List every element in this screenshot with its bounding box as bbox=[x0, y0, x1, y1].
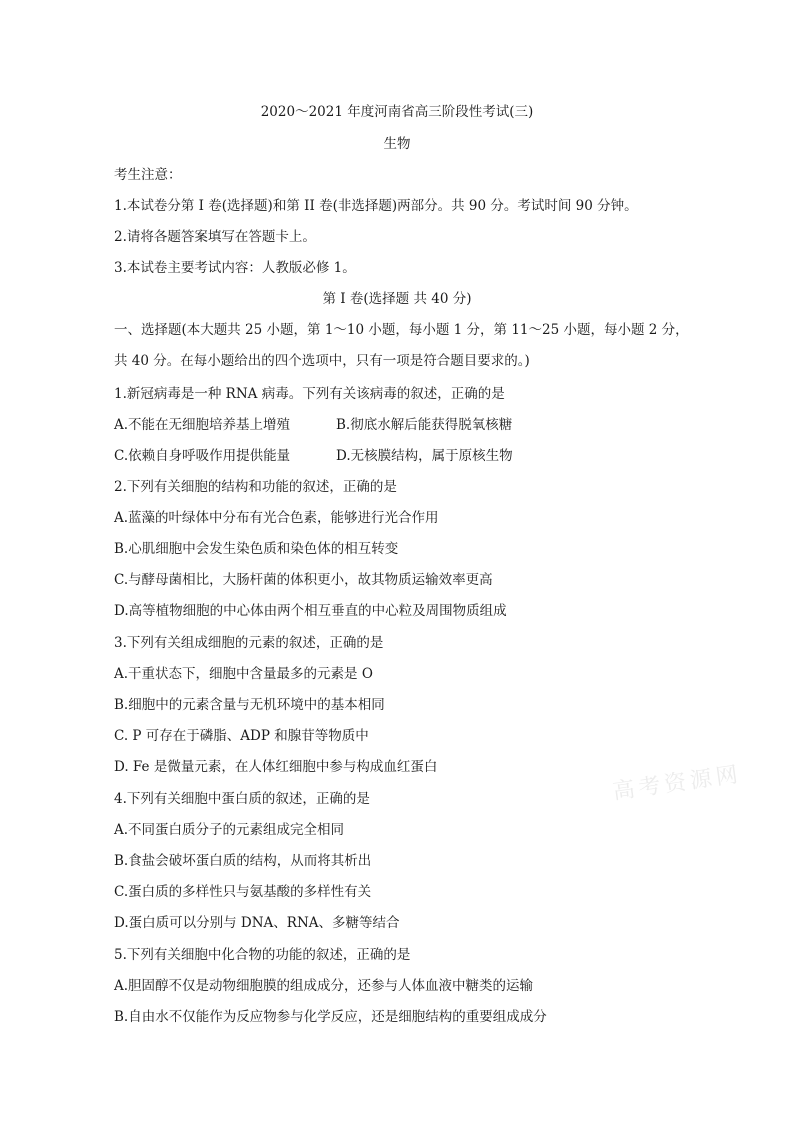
watermark: 高考资源网 bbox=[611, 762, 744, 805]
section-title: 第 I 卷(选择题 共 40 分) bbox=[322, 291, 472, 307]
question-3-stem: 3.下列有关组成细胞的元素的叙述，正确的是 bbox=[114, 635, 384, 651]
question-4-option-c: C.蛋白质的多样性只与氨基酸的多样性有关 bbox=[114, 884, 372, 900]
question-3-option-c: C. P 可存在于磷脂、ADP 和腺苷等物质中 bbox=[114, 728, 369, 744]
question-3-option-a: A.干重状态下，细胞中含量最多的元素是 O bbox=[114, 666, 373, 682]
question-4-option-d: D.蛋白质可以分别与 DNA、RNA、多糖等结合 bbox=[114, 915, 400, 931]
question-4-option-b: B.食盐会破坏蛋白质的结构，从而将其析出 bbox=[114, 853, 372, 869]
section-instructions-line-2: 共 40 分。在每小题给出的四个选项中，只有一项是符合题目要求的。) bbox=[114, 353, 530, 369]
question-2-option-a: A.蓝藻的叶绿体中分布有光合色素，能够进行光合作用 bbox=[114, 510, 439, 526]
question-1-option-a: A.不能在无细胞培养基上增殖 bbox=[114, 417, 291, 433]
notice-item-1: 1.本试卷分第 I 卷(选择题)和第 II 卷(非选择题)两部分。共 90 分。考试时间 90 分钟。 bbox=[114, 198, 638, 214]
question-4-stem: 4.下列有关细胞中蛋白质的叙述，正确的是 bbox=[114, 791, 370, 807]
section-instructions-line-1: 一、选择题(本大题共 25 小题，第 1～10 小题，每小题 1 分，第 11～25 小题，每小题 2 分， bbox=[114, 322, 689, 338]
question-1-option-c: C.依赖自身呼吸作用提供能量 bbox=[114, 448, 291, 464]
question-3-option-d: D. Fe 是微量元素，在人体红细胞中参与构成血红蛋白 bbox=[114, 759, 438, 775]
notice-item-3: 3.本试卷主要考试内容：人教版必修 1。 bbox=[114, 260, 356, 276]
question-2-option-d: D.高等植物细胞的中心体由两个相互垂直的中心粒及周围物质组成 bbox=[114, 603, 507, 619]
exam-title: 2020～2021 年度河南省高三阶段性考试(三) bbox=[260, 104, 534, 120]
subject-title: 生物 bbox=[383, 136, 411, 152]
question-1-option-b: B.彻底水解后能获得脱氧核糖 bbox=[336, 417, 513, 433]
question-5-option-b: B.自由水不仅能作为反应物参与化学反应，还是细胞结构的重要组成成分 bbox=[114, 1009, 547, 1025]
question-5-option-a: A.胆固醇不仅是动物细胞膜的组成成分，还参与人体血液中糖类的运输 bbox=[114, 978, 534, 994]
question-2-option-c: C.与酵母菌相比，大肠杆菌的体积更小，故其物质运输效率更高 bbox=[114, 572, 493, 588]
question-3-option-b: B.细胞中的元素含量与无机环境中的基本相同 bbox=[114, 697, 385, 713]
question-1-option-d: D.无核膜结构，属于原核生物 bbox=[336, 448, 513, 464]
question-1-stem: 1.新冠病毒是一种 RNA 病毒。下列有关该病毒的叙述，正确的是 bbox=[114, 386, 505, 402]
question-2-option-b: B.心肌细胞中会发生染色质和染色体的相互转变 bbox=[114, 541, 399, 557]
notice-heading: 考生注意： bbox=[114, 167, 182, 183]
question-4-option-a: A.不同蛋白质分子的元素组成完全相同 bbox=[114, 822, 345, 838]
question-5-stem: 5.下列有关细胞中化合物的功能的叙述，正确的是 bbox=[114, 947, 411, 963]
question-2-stem: 2.下列有关细胞的结构和功能的叙述，正确的是 bbox=[114, 479, 397, 495]
notice-item-2: 2.请将各题答案填写在答题卡上。 bbox=[114, 229, 316, 245]
